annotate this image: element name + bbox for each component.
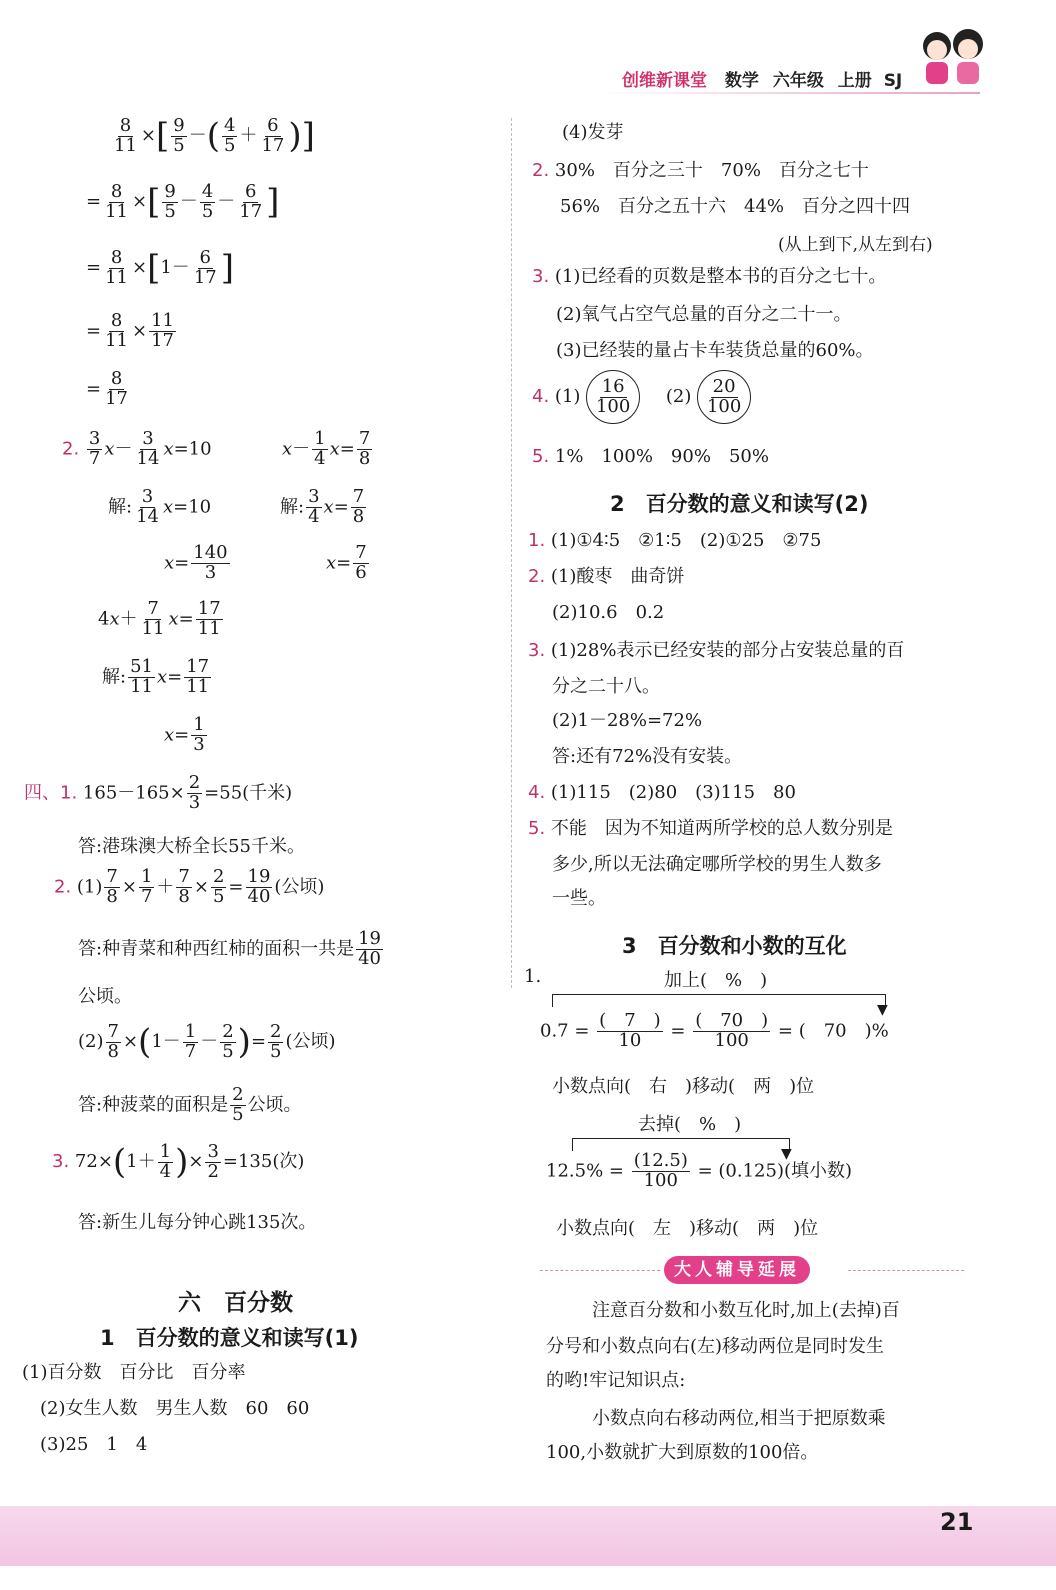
tip-rule-left xyxy=(540,1270,660,1271)
sec4-q2-2: (2) $\frac{7}{8}$ ×(1－ $\frac{1}{7}$ － $\frac{2}{5}$ )= $\frac{2}{5}$ (公顷) xyxy=(78,1020,336,1062)
s2-q2-line2: (2)10.6 0.2 xyxy=(552,602,665,623)
s2-q2-line1: 2. (1)酸枣 曲奇饼 xyxy=(528,566,685,587)
s3-move-1: 小数点向( 右 )移动( 两 )位 xyxy=(552,1076,815,1097)
s3-q1-label: 1. xyxy=(524,966,542,987)
s2-q3-line2: 分之二十八。 xyxy=(552,676,660,697)
s1-line1: (1)百分数 百分比 百分率 xyxy=(22,1362,246,1383)
q2-sol-a: 解: $\frac{3}{14}$ x=10 xyxy=(108,486,212,527)
kids-mascot-icon xyxy=(912,18,992,100)
s3-conversion-2: 12.5% = $\frac{(12.5)}{100}$ = (0.125)(填小数) xyxy=(546,1150,853,1191)
r-q4: 4. (1) $\frac{16}{100}$ (2) $\frac{20}{100}$ xyxy=(532,370,751,424)
tip-line2: 分号和小数点向右(左)移动两位是同时发生 xyxy=(546,1336,885,1357)
sec4-q1: 四、1. 165－165× $\frac{2}{3}$ =55(千米) xyxy=(24,772,293,813)
tip-rule-right xyxy=(848,1270,964,1271)
sec4-q2-1: 2. (1) $\frac{7}{8}$ × $\frac{1}{7}$ ＋ $\frac{7}{8}$ × $\frac{2}{5}$ = $\frac{19}{40}$ (公顷) xyxy=(54,866,325,907)
s3-add-percent: 加上( % ) xyxy=(664,970,768,991)
s2-q1: 1. (1)①4∶5 ②1∶5 (2)①25 ②75 xyxy=(528,530,822,551)
q2-eq-a: 2. $\frac{3}{7}$ x－ $\frac{3}{14}$ x=10 xyxy=(62,428,212,469)
edition: SJ xyxy=(883,71,903,91)
arrow-bracket-1 xyxy=(552,994,886,1007)
q2-eq-c: 4x＋ $\frac{7}{11}$ x= $\frac{17}{11}$ xyxy=(98,598,221,639)
section-3-title: 3 百分数和小数的互化 xyxy=(622,934,847,958)
footer-band xyxy=(0,1506,1056,1566)
chapter-title: 六 百分数 xyxy=(178,1290,293,1316)
tip-line4: 小数点向右移动两位,相当于把原数乘 xyxy=(592,1408,886,1429)
s1-line3: (3)25 1 4 xyxy=(40,1434,148,1455)
header-bar xyxy=(622,66,902,91)
calc-line-4: = $\frac{8}{11}$ × $\frac{11}{17}$ xyxy=(86,310,174,351)
s2-q3-line3: (2)1－28%=72% xyxy=(552,710,703,731)
q2-x-c: x= $\frac{1}{3}$ xyxy=(164,714,205,755)
s2-q5-line3: 一些。 xyxy=(552,888,606,909)
r-q2-line1: 2. 30% 百分之三十 70% 百分之七十 xyxy=(532,160,869,181)
column-divider xyxy=(511,118,512,988)
s2-q5-line2: 多少,所以无法确定哪所学校的男生人数多 xyxy=(552,854,882,875)
brand: 创维新课堂 xyxy=(622,71,707,91)
q2-x-b: x= $\frac{7}{6}$ xyxy=(326,542,367,583)
volume: 上册 xyxy=(837,71,872,91)
tip-badge: 大人辅导延展 xyxy=(664,1256,810,1284)
section-1-title: 1 百分数的意义和读写(1) xyxy=(100,1326,359,1350)
q2-x-a: x= $\frac{140}{3}$ xyxy=(164,542,228,583)
r-q2-note: (从上到下,从左到右) xyxy=(778,235,933,255)
s2-q3-line1: 3. (1)28%表示已经安装的部分占安装总量的百 xyxy=(528,640,905,661)
grade: 六年级 xyxy=(772,71,824,91)
calc-line-5: = $\frac{8}{17}$ xyxy=(86,368,128,409)
s3-move-2: 小数点向( 左 )移动( 两 )位 xyxy=(556,1218,819,1239)
s3-conversion-1: 0.7 = $\frac{( 7 )}{10}$ = $\frac{( 70 )}{100}$ = ( 70 )% xyxy=(540,1010,889,1051)
tip-line1: 注意百分数和小数互化时,加上(去掉)百 xyxy=(592,1300,900,1321)
s3-remove-percent: 去掉( % ) xyxy=(638,1114,742,1135)
q2-sol-b: 解: $\frac{3}{4}$ x= $\frac{7}{8}$ xyxy=(280,486,365,527)
section-2-title: 2 百分数的意义和读写(2) xyxy=(610,492,869,516)
r-q5: 5. 1% 100% 90% 50% xyxy=(532,446,769,467)
sec4-q3: 3. 72×(1＋ $\frac{1}{4}$ )× $\frac{3}{2}$ =135(次) xyxy=(52,1140,305,1182)
r-q3-line2: (2)氧气占空气总量的百分之二十一。 xyxy=(556,304,852,325)
sec4-q3-answer: 答:新生儿每分钟心跳135次。 xyxy=(78,1212,317,1233)
page-number: 21 xyxy=(940,1508,974,1536)
s2-q4: 4. (1)115 (2)80 (3)115 80 xyxy=(528,782,796,803)
r-q3-line1: 3. (1)已经看的页数是整本书的百分之七十。 xyxy=(532,266,887,287)
q2-eq-b: x－ $\frac{1}{4}$ x= $\frac{7}{8}$ xyxy=(282,428,371,469)
r-q3-line3: (3)已经装的量占卡车装货总量的60%。 xyxy=(556,340,874,361)
sec4-q2-answer2: 答:种菠菜的面积是 $\frac{2}{5}$ 公顷。 xyxy=(78,1084,302,1125)
arrow-down-icon: ▼ xyxy=(781,1146,792,1162)
q2-sol-c: 解: $\frac{51}{11}$ x= $\frac{17}{11}$ xyxy=(102,656,210,697)
tip-line3: 的哟!牢记知识点: xyxy=(546,1370,686,1391)
arrow-down-icon: ▼ xyxy=(877,1002,888,1018)
sec4-q2-answer1: 答:种青菜和种西红柿的面积一共是 $\frac{19}{40}$ xyxy=(78,928,381,969)
circle-answer-2: $\frac{20}{100}$ xyxy=(697,370,751,424)
calc-line-1: $\frac{8}{11}$ ×[ $\frac{9}{5}$ －( $\frac{4}{5}$ ＋ $\frac{6}{17}$ )] xyxy=(114,114,315,156)
calc-line-3: = $\frac{8}{11}$ ×[1－ $\frac{6}{17}$ ] xyxy=(86,246,234,288)
tip-line5: 100,小数就扩大到原数的100倍。 xyxy=(546,1442,819,1463)
calc-line-2: = $\frac{8}{11}$ ×[ $\frac{9}{5}$ － $\frac{4}{5}$ － $\frac{6}{17}$ ] xyxy=(86,180,280,222)
sec4-q1-answer: 答:港珠澳大桥全长55千米。 xyxy=(78,836,305,857)
r-q2-line2: 56% 百分之五十六 44% 百分之四十四 xyxy=(560,196,911,217)
s2-q3-line4: 答:还有72%没有安装。 xyxy=(552,746,743,767)
s2-q5-line1: 5. 不能 因为不知道两所学校的总人数分别是 xyxy=(528,818,893,839)
sec4-q2-answer1-tail: 公顷。 xyxy=(78,986,132,1007)
s1-line2: (2)女生人数 男生人数 60 60 xyxy=(40,1398,310,1419)
subject: 数学 xyxy=(724,71,759,91)
circle-answer-1: $\frac{16}{100}$ xyxy=(586,370,640,424)
r-line1: (4)发芽 xyxy=(562,122,624,143)
